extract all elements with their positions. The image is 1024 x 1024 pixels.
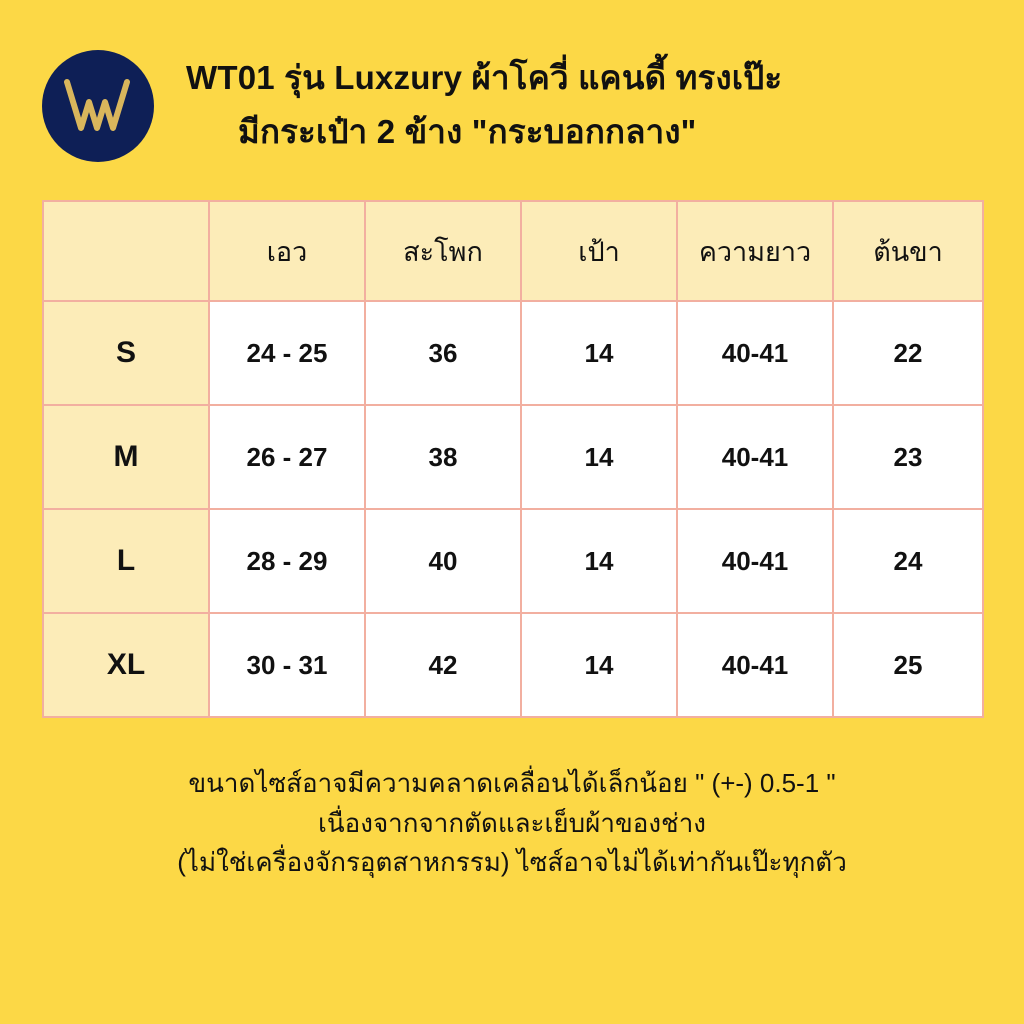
cell-thigh: 24	[833, 509, 983, 613]
table-header-row	[43, 201, 983, 301]
disclaimer-note	[0, 764, 1024, 883]
table-header-cell-hip: สะโพก	[365, 201, 521, 301]
disclaimer-line-3: (ไม่ใช่เครื่องจักรอุตสาหกรรม) ไซส์อาจไม่ได้เท่ากันเป๊ะทุกตัว	[177, 847, 847, 878]
cell-waist: 28 - 29	[209, 509, 365, 613]
disclaimer-line-1: ขนาดไซส์อาจมีความคลาดเคลื่อนได้เล็กน้อย " (+-) 0.5-1 "	[188, 768, 836, 798]
disclaimer-line-2: เนื่องจากจากตัดและเย็บผ้าของช่าง	[317, 807, 707, 838]
table-header-cell-length: ความยาว	[677, 201, 833, 301]
size-label: L	[43, 509, 209, 613]
cell-length: 40-41	[677, 509, 833, 613]
table-header-cell-waist: เอว	[209, 201, 365, 301]
cell-waist: 26 - 27	[209, 405, 365, 509]
cell-hip: 36	[365, 301, 521, 405]
cell-length: 40-41	[677, 405, 833, 509]
table-row	[43, 405, 983, 509]
header	[0, 0, 1024, 162]
size-label: S	[43, 301, 209, 405]
size-label: M	[43, 405, 209, 509]
table-row	[43, 613, 983, 717]
cell-hip: 40	[365, 509, 521, 613]
cell-rise: 14	[521, 509, 677, 613]
cell-waist: 24 - 25	[209, 301, 365, 405]
title-block	[186, 46, 782, 153]
cell-rise: 14	[521, 613, 677, 717]
cell-hip: 42	[365, 613, 521, 717]
page-title-line-1: WT01 รุ่น Luxzury ผ้าโควี่ แคนดี้ ทรงเป๊ะ	[186, 59, 783, 96]
cell-rise: 14	[521, 301, 677, 405]
table-row	[43, 301, 983, 405]
cell-rise: 14	[521, 405, 677, 509]
size-table-wrapper	[42, 200, 982, 718]
size-table	[42, 200, 984, 718]
size-label: XL	[43, 613, 209, 717]
cell-length: 40-41	[677, 613, 833, 717]
page-title-line-2: มีกระเป๋า 2 ข้าง "กระบอกกลาง"	[238, 112, 697, 150]
cell-waist: 30 - 31	[209, 613, 365, 717]
cell-length: 40-41	[677, 301, 833, 405]
cell-thigh: 23	[833, 405, 983, 509]
w-monogram-logo-icon	[42, 50, 154, 162]
table-header-cell-thigh: ต้นขา	[833, 201, 983, 301]
table-header-cell-size	[43, 201, 209, 301]
table-row	[43, 509, 983, 613]
cell-thigh: 25	[833, 613, 983, 717]
cell-thigh: 22	[833, 301, 983, 405]
table-header-cell-rise: เป้า	[521, 201, 677, 301]
cell-hip: 38	[365, 405, 521, 509]
